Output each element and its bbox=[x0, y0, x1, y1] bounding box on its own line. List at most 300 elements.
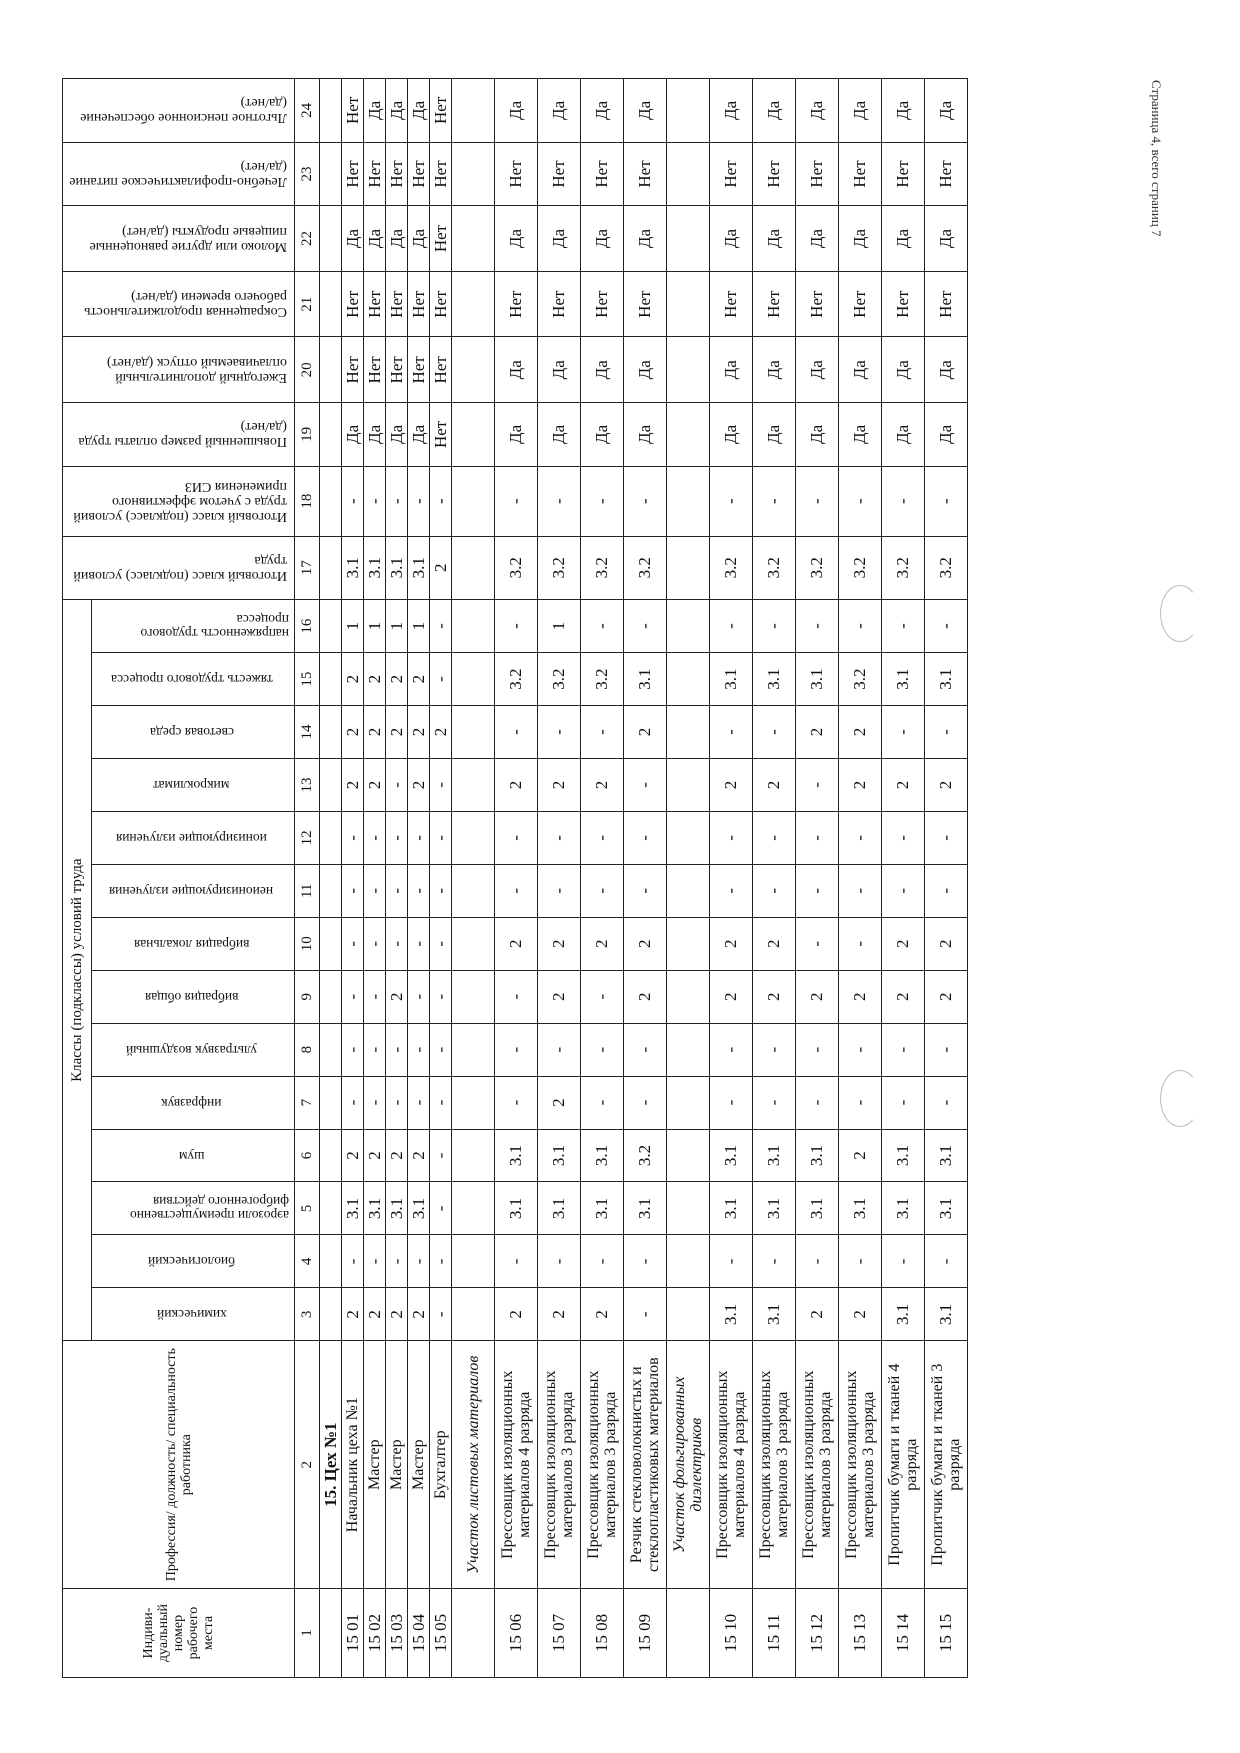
table-cell: Да bbox=[386, 79, 408, 143]
table-cell: 2 bbox=[408, 1288, 430, 1341]
table-cell: - bbox=[624, 811, 667, 864]
table-cell: - bbox=[796, 1076, 839, 1129]
table-cell: 2 bbox=[839, 706, 882, 759]
table-cell: Да bbox=[925, 79, 968, 143]
table-cell: Да bbox=[386, 206, 408, 272]
column-number: 4 bbox=[295, 1235, 320, 1288]
table-cell: 2 bbox=[839, 758, 882, 811]
table-cell: Да bbox=[342, 206, 364, 272]
empty-cell bbox=[452, 1023, 495, 1076]
table-cell: 3.1 bbox=[753, 1182, 796, 1235]
empty-cell bbox=[667, 864, 710, 917]
profession-name: Прессовщик изоляционных материалов 3 разряда bbox=[796, 1341, 839, 1589]
table-cell: 3.1 bbox=[364, 536, 386, 600]
table-row bbox=[452, 79, 495, 1678]
table-cell: 2 bbox=[796, 970, 839, 1023]
table-cell: 2 bbox=[364, 1288, 386, 1341]
table-row bbox=[430, 79, 452, 1678]
table-cell: - bbox=[342, 1076, 364, 1129]
workplace-id: 15 10 bbox=[710, 1589, 753, 1678]
table-cell: - bbox=[624, 1023, 667, 1076]
table-cell: 2 bbox=[430, 536, 452, 600]
table-cell: Нет bbox=[581, 271, 624, 337]
table-cell: - bbox=[882, 1023, 925, 1076]
workplace-id: 15 14 bbox=[882, 1589, 925, 1678]
table-cell: 2 bbox=[624, 970, 667, 1023]
empty-cell bbox=[667, 403, 710, 467]
empty-cell bbox=[320, 600, 342, 653]
empty-cell bbox=[452, 1235, 495, 1288]
header-pension: Льготное пенсионное обеспечение (да/нет) bbox=[79, 95, 287, 126]
header-medical-nutrition: Лечебно-профилактическое питание (да/нет) bbox=[68, 158, 287, 189]
table-cell: 2 bbox=[495, 758, 538, 811]
table-cell: Да bbox=[753, 337, 796, 403]
column-number: 19 bbox=[295, 403, 320, 467]
table-cell: - bbox=[430, 1288, 452, 1341]
table-cell: 2 bbox=[538, 758, 581, 811]
table-cell: 2 bbox=[882, 970, 925, 1023]
header-workplace-id: Индиви-дуальный номер рабочего места bbox=[63, 1589, 295, 1678]
column-number: 11 bbox=[295, 864, 320, 917]
header-factor: световая среда bbox=[149, 725, 234, 741]
table-cell: - bbox=[796, 600, 839, 653]
table-cell: - bbox=[430, 811, 452, 864]
table-cell: 2 bbox=[408, 653, 430, 706]
table-cell: 3.2 bbox=[495, 536, 538, 600]
table-cell: 3.1 bbox=[839, 1182, 882, 1235]
table-cell: - bbox=[882, 1235, 925, 1288]
table-cell: Нет bbox=[753, 142, 796, 206]
empty-cell bbox=[667, 811, 710, 864]
table-cell: 2 bbox=[753, 917, 796, 970]
empty-cell bbox=[320, 970, 342, 1023]
table-cell: - bbox=[386, 811, 408, 864]
table-cell: - bbox=[430, 600, 452, 653]
table-cell: 3.2 bbox=[624, 536, 667, 600]
table-cell: 2 bbox=[364, 758, 386, 811]
table-cell: 3.1 bbox=[882, 1288, 925, 1341]
table-cell: 3.2 bbox=[925, 536, 968, 600]
table-cell: 2 bbox=[430, 706, 452, 759]
column-number: 20 bbox=[295, 337, 320, 403]
empty-cell bbox=[452, 653, 495, 706]
table-cell: Да bbox=[408, 206, 430, 272]
table-cell: 3.1 bbox=[581, 1129, 624, 1182]
table-cell: Да bbox=[364, 206, 386, 272]
table-cell: - bbox=[386, 1235, 408, 1288]
empty-cell bbox=[452, 403, 495, 467]
table-cell: - bbox=[430, 970, 452, 1023]
table-cell: Нет bbox=[624, 142, 667, 206]
table-cell: - bbox=[581, 1235, 624, 1288]
workplace-id: 15 01 bbox=[342, 1589, 364, 1678]
column-number: 13 bbox=[295, 758, 320, 811]
table-cell: - bbox=[925, 1235, 968, 1288]
header-factor: напряженность трудового процесса bbox=[140, 612, 289, 642]
table-cell: Нет bbox=[753, 271, 796, 337]
table-cell: Нет bbox=[386, 271, 408, 337]
table-cell: Нет bbox=[342, 79, 364, 143]
table-cell: - bbox=[753, 1235, 796, 1288]
table-cell: 3.1 bbox=[925, 653, 968, 706]
table-cell: 3.2 bbox=[839, 653, 882, 706]
table-cell: - bbox=[408, 864, 430, 917]
profession-name: Прессовщик изоляционных материалов 3 разряда bbox=[581, 1341, 624, 1589]
column-number: 12 bbox=[295, 811, 320, 864]
table-cell: 2 bbox=[839, 1129, 882, 1182]
table-cell: - bbox=[796, 864, 839, 917]
table-cell: Да bbox=[796, 79, 839, 143]
header-extra-leave: Ежегодный дополнительный оплачиваемый отпуск (да/нет) bbox=[106, 354, 287, 385]
table-cell: 3.1 bbox=[796, 1129, 839, 1182]
table-cell: Да bbox=[581, 403, 624, 467]
table-cell: 2 bbox=[753, 970, 796, 1023]
rotated-page bbox=[62, 78, 1152, 1678]
column-number: 8 bbox=[295, 1023, 320, 1076]
table-cell: Нет bbox=[430, 403, 452, 467]
table-cell: - bbox=[408, 466, 430, 536]
page-footer: Страница 4, всего страниц 7 bbox=[1149, 80, 1164, 237]
table-cell: - bbox=[624, 758, 667, 811]
table-cell: 3.1 bbox=[386, 536, 408, 600]
table-cell: 2 bbox=[710, 917, 753, 970]
table-cell: - bbox=[430, 917, 452, 970]
table-cell: Да bbox=[538, 79, 581, 143]
table-cell: 3.1 bbox=[796, 653, 839, 706]
table-cell: Нет bbox=[925, 271, 968, 337]
table-row bbox=[710, 79, 753, 1678]
empty-cell bbox=[320, 79, 342, 143]
table-cell: Да bbox=[839, 79, 882, 143]
table-cell: Нет bbox=[581, 142, 624, 206]
table-cell: Нет bbox=[364, 337, 386, 403]
table-cell: 3.1 bbox=[538, 1182, 581, 1235]
table-cell: - bbox=[925, 1076, 968, 1129]
table-cell: 2 bbox=[408, 1129, 430, 1182]
column-number: 23 bbox=[295, 142, 320, 206]
table-cell: - bbox=[581, 864, 624, 917]
table-cell: 2 bbox=[710, 970, 753, 1023]
table-cell: 2 bbox=[342, 1129, 364, 1182]
table-cell: Нет bbox=[342, 142, 364, 206]
column-number: 6 bbox=[295, 1129, 320, 1182]
table-cell: - bbox=[882, 811, 925, 864]
table-cell: Нет bbox=[624, 271, 667, 337]
empty-cell bbox=[667, 1288, 710, 1341]
empty-cell bbox=[452, 811, 495, 864]
table-cell: - bbox=[710, 1235, 753, 1288]
workplace-id: 15 03 bbox=[386, 1589, 408, 1678]
header-classes-group: Классы (подклассы) условий труда bbox=[63, 600, 92, 1341]
table-cell: 2 bbox=[342, 706, 364, 759]
table-cell: - bbox=[342, 864, 364, 917]
workplace-id: 15 09 bbox=[624, 1589, 667, 1678]
empty-cell bbox=[452, 79, 495, 143]
table-cell: Да bbox=[364, 79, 386, 143]
profession-name: Резчик стекловолокнистых и стеклопластиковых материалов bbox=[624, 1341, 667, 1589]
table-cell: 2 bbox=[581, 758, 624, 811]
header-milk: Молоко или другие равноценные пищевые продукты (да/нет) bbox=[89, 223, 287, 254]
table-cell: Нет bbox=[538, 142, 581, 206]
table-cell: - bbox=[386, 1076, 408, 1129]
table-cell: - bbox=[839, 600, 882, 653]
header-increased-pay: Повышенный размер оплаты труда (да/нет) bbox=[77, 419, 287, 450]
table-row bbox=[342, 79, 364, 1678]
table-row bbox=[364, 79, 386, 1678]
table-cell: 2 bbox=[925, 970, 968, 1023]
table-row bbox=[495, 79, 538, 1678]
table-cell: 3.1 bbox=[624, 1182, 667, 1235]
header-factor: тяжесть трудового процесса bbox=[110, 672, 273, 688]
table-cell: - bbox=[342, 1235, 364, 1288]
table-cell: - bbox=[364, 811, 386, 864]
table-cell: 2 bbox=[538, 917, 581, 970]
table-cell: - bbox=[538, 706, 581, 759]
table-cell: Да bbox=[581, 337, 624, 403]
table-cell: 3.1 bbox=[364, 1182, 386, 1235]
table-cell: 2 bbox=[796, 706, 839, 759]
table-cell: - bbox=[364, 917, 386, 970]
table-cell: - bbox=[710, 600, 753, 653]
header-factor: ионизирующие излучения bbox=[116, 830, 267, 846]
table-cell: - bbox=[581, 466, 624, 536]
table-cell: - bbox=[581, 1023, 624, 1076]
table-cell: - bbox=[538, 1023, 581, 1076]
table-cell: Нет bbox=[430, 206, 452, 272]
table-cell: 2 bbox=[882, 917, 925, 970]
table-cell: - bbox=[430, 1235, 452, 1288]
table-cell: 2 bbox=[408, 706, 430, 759]
table-cell: 3.1 bbox=[753, 1288, 796, 1341]
empty-cell bbox=[320, 1023, 342, 1076]
table-cell: 3.1 bbox=[408, 536, 430, 600]
table-cell: Да bbox=[710, 403, 753, 467]
table-cell: 2 bbox=[386, 653, 408, 706]
table-cell: 2 bbox=[839, 1288, 882, 1341]
table-cell: 3.1 bbox=[710, 1288, 753, 1341]
table-cell: 2 bbox=[364, 1129, 386, 1182]
table-cell: - bbox=[495, 970, 538, 1023]
empty-cell bbox=[320, 1182, 342, 1235]
table-row bbox=[624, 79, 667, 1678]
section-title: 15. Цех №1 bbox=[320, 1341, 342, 1589]
empty-cell bbox=[320, 206, 342, 272]
table-cell: Да bbox=[538, 206, 581, 272]
table-cell: - bbox=[839, 466, 882, 536]
table-row bbox=[925, 79, 968, 1678]
table-cell: - bbox=[882, 600, 925, 653]
table-cell: - bbox=[495, 706, 538, 759]
table-cell: - bbox=[925, 466, 968, 536]
table-cell: - bbox=[753, 1076, 796, 1129]
table-cell: Да bbox=[342, 403, 364, 467]
empty-cell bbox=[320, 271, 342, 337]
table-cell: - bbox=[624, 466, 667, 536]
table-cell: 2 bbox=[342, 758, 364, 811]
empty-cell bbox=[667, 337, 710, 403]
profession-name: Прессовщик изоляционных материалов 4 разряда bbox=[495, 1341, 538, 1589]
workplace-id: 15 12 bbox=[796, 1589, 839, 1678]
table-cell: - bbox=[925, 864, 968, 917]
table-cell: - bbox=[753, 864, 796, 917]
empty-cell bbox=[667, 271, 710, 337]
table-cell: Нет bbox=[364, 142, 386, 206]
table-cell: - bbox=[882, 864, 925, 917]
table-cell: - bbox=[925, 1023, 968, 1076]
scan-artifact bbox=[1160, 585, 1200, 642]
table-cell: 1 bbox=[386, 600, 408, 653]
workplace-id: 15 05 bbox=[430, 1589, 452, 1678]
table-cell: 3.1 bbox=[925, 1182, 968, 1235]
table-row bbox=[408, 79, 430, 1678]
table-cell: Да bbox=[839, 403, 882, 467]
table-cell: - bbox=[408, 1076, 430, 1129]
empty-cell bbox=[667, 1182, 710, 1235]
empty-cell bbox=[320, 337, 342, 403]
empty-cell bbox=[667, 600, 710, 653]
table-cell: Да bbox=[882, 403, 925, 467]
table-cell: Нет bbox=[430, 142, 452, 206]
column-number: 9 bbox=[295, 970, 320, 1023]
table-cell: 3.2 bbox=[538, 653, 581, 706]
empty-cell bbox=[320, 466, 342, 536]
table-cell: Нет bbox=[430, 271, 452, 337]
table-cell: 3.1 bbox=[796, 1182, 839, 1235]
empty-cell bbox=[667, 1076, 710, 1129]
table-cell: Да bbox=[624, 79, 667, 143]
table-cell: - bbox=[925, 811, 968, 864]
profession-name: Прессовщик изоляционных материалов 3 разряда bbox=[753, 1341, 796, 1589]
column-number: 22 bbox=[295, 206, 320, 272]
table-cell: - bbox=[386, 864, 408, 917]
table-cell: Да bbox=[624, 206, 667, 272]
table-cell: 3.1 bbox=[710, 1182, 753, 1235]
table-cell: - bbox=[925, 600, 968, 653]
column-number: 17 bbox=[295, 536, 320, 600]
workplace-id: 15 07 bbox=[538, 1589, 581, 1678]
table-cell: - bbox=[342, 1023, 364, 1076]
empty-cell bbox=[667, 142, 710, 206]
column-number: 21 bbox=[295, 271, 320, 337]
header-factor: аэрозоли преимущественно фиброгенного действия bbox=[129, 1194, 289, 1224]
profession-name: Мастер bbox=[364, 1341, 386, 1589]
table-cell: Нет bbox=[408, 271, 430, 337]
table-cell: - bbox=[430, 864, 452, 917]
table-cell: - bbox=[364, 1076, 386, 1129]
table-cell: 2 bbox=[538, 1076, 581, 1129]
table-row bbox=[295, 79, 320, 1678]
empty-cell bbox=[320, 403, 342, 467]
table-cell: Нет bbox=[538, 271, 581, 337]
table-cell: 2 bbox=[386, 706, 408, 759]
table-cell: 3.1 bbox=[925, 1129, 968, 1182]
empty-cell bbox=[452, 206, 495, 272]
table-cell: Нет bbox=[925, 142, 968, 206]
empty-cell bbox=[320, 1235, 342, 1288]
table-cell: - bbox=[753, 706, 796, 759]
table-cell: 1 bbox=[538, 600, 581, 653]
table-cell: - bbox=[495, 600, 538, 653]
profession-name: Мастер bbox=[386, 1341, 408, 1589]
table-cell: - bbox=[430, 1076, 452, 1129]
table-cell: - bbox=[839, 1076, 882, 1129]
table-cell: 2 bbox=[925, 917, 968, 970]
empty-cell bbox=[452, 337, 495, 403]
table-cell: Да bbox=[925, 403, 968, 467]
table-cell: - bbox=[624, 1288, 667, 1341]
empty-cell bbox=[452, 1589, 495, 1678]
table-cell: - bbox=[839, 811, 882, 864]
table-cell: Да bbox=[753, 403, 796, 467]
header-factor: инфразвук bbox=[161, 1095, 222, 1111]
workplace-id: 15 15 bbox=[925, 1589, 968, 1678]
profession-name: Прессовщик изоляционных материалов 3 разряда bbox=[538, 1341, 581, 1589]
table-cell: - bbox=[342, 466, 364, 536]
table-cell: - bbox=[624, 1235, 667, 1288]
table-cell: - bbox=[538, 811, 581, 864]
table-cell: 2 bbox=[408, 758, 430, 811]
empty-cell bbox=[667, 1129, 710, 1182]
empty-cell bbox=[452, 1182, 495, 1235]
table-cell: Нет bbox=[839, 142, 882, 206]
table-cell: 2 bbox=[581, 917, 624, 970]
table-cell: Да bbox=[581, 206, 624, 272]
table-cell: - bbox=[753, 600, 796, 653]
header-factor: микроклимат bbox=[153, 777, 230, 793]
empty-cell bbox=[452, 1288, 495, 1341]
table-cell: - bbox=[495, 1235, 538, 1288]
column-number: 2 bbox=[295, 1341, 320, 1589]
empty-cell bbox=[320, 864, 342, 917]
table-cell: 3.2 bbox=[581, 653, 624, 706]
column-number: 5 bbox=[295, 1182, 320, 1235]
table-cell: Да bbox=[882, 79, 925, 143]
header-factor: химический bbox=[156, 1307, 227, 1323]
table-cell: Да bbox=[882, 206, 925, 272]
table-cell: - bbox=[624, 1076, 667, 1129]
empty-cell bbox=[667, 206, 710, 272]
table-cell: - bbox=[753, 466, 796, 536]
table-cell: - bbox=[342, 811, 364, 864]
table-cell: 3.1 bbox=[386, 1182, 408, 1235]
table-cell: Да bbox=[710, 337, 753, 403]
table-cell: - bbox=[408, 970, 430, 1023]
table-cell: Да bbox=[925, 337, 968, 403]
empty-cell bbox=[667, 1023, 710, 1076]
table-cell: 2 bbox=[882, 758, 925, 811]
table-row bbox=[538, 79, 581, 1678]
table-cell: 3.1 bbox=[753, 1129, 796, 1182]
table-cell: 3.1 bbox=[408, 1182, 430, 1235]
table-cell: Нет bbox=[342, 337, 364, 403]
empty-cell bbox=[452, 536, 495, 600]
table-cell: Да bbox=[408, 79, 430, 143]
table-cell: - bbox=[495, 466, 538, 536]
table-cell: 2 bbox=[538, 970, 581, 1023]
table-cell: - bbox=[796, 1023, 839, 1076]
subsection-title: Участок фольгированных диэлектриков bbox=[667, 1341, 710, 1589]
header-factor: вибрация локальная bbox=[133, 936, 250, 952]
empty-cell bbox=[320, 536, 342, 600]
profession-name: Прессовщик изоляционных материалов 3 разряда bbox=[839, 1341, 882, 1589]
table-cell: - bbox=[364, 970, 386, 1023]
empty-cell bbox=[667, 653, 710, 706]
table-cell: - bbox=[538, 466, 581, 536]
header-factor: вибрация общая bbox=[144, 989, 239, 1005]
empty-cell bbox=[320, 1129, 342, 1182]
table-cell: - bbox=[408, 1023, 430, 1076]
table-cell: Да bbox=[386, 403, 408, 467]
